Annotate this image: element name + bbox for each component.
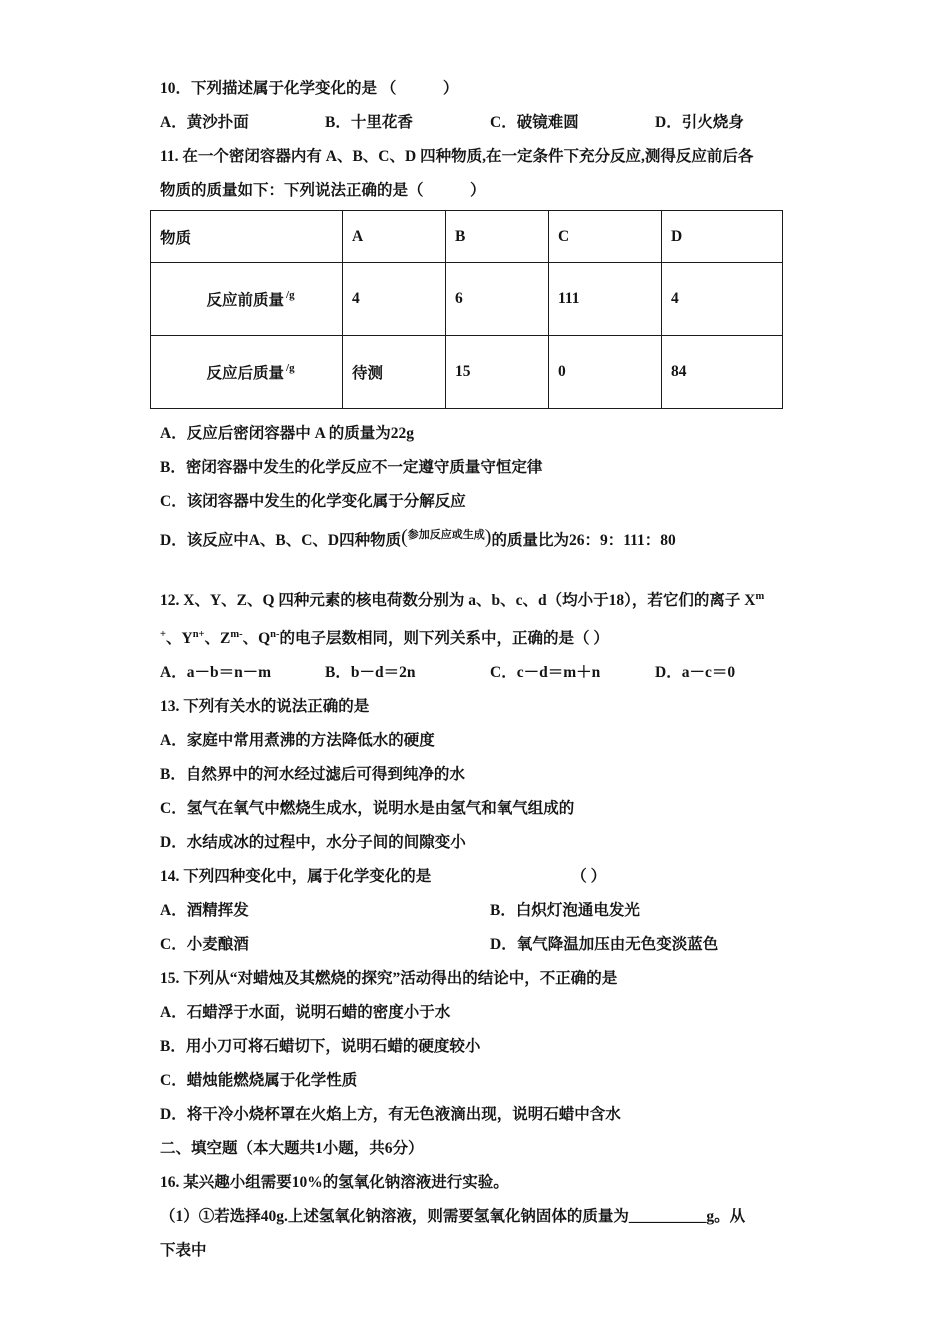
q12-option-a: A．a－b＝n－m <box>160 664 272 682</box>
row2-unit-superscript: /g <box>286 361 295 374</box>
table-header-d: D <box>662 211 783 263</box>
row2-label-cell <box>151 336 343 409</box>
table-header-row <box>151 211 783 263</box>
q14-stem-text: 14. 下列四种变化中，属于化学变化的是 <box>160 868 432 886</box>
row1-value-b: 6 <box>446 263 549 336</box>
q12-options <box>160 656 800 690</box>
q12-option-d: D．a－c＝0 <box>655 664 736 682</box>
q16-line1: （1）①若选择40g.上述氢氧化钠溶液，则需要氢氧化钠固体的质量为__________g。从 <box>160 1208 746 1226</box>
q10-option-a: A．黄沙扑面 <box>160 114 249 131</box>
q13-option-b: B．自然界中的河水经过滤后可得到纯净的水 <box>160 766 465 784</box>
q12-stem-line2-text: 的电子层数相同，则下列关系中，正确的是（ ） <box>279 630 609 648</box>
row2-value-c: 0 <box>549 336 662 409</box>
row2-label: 反应后质量 <box>206 365 285 382</box>
q12-stem-line2-text: 、Z <box>204 630 231 648</box>
q11-option-b: B．密闭容器中发生的化学反应不一定遵守质量守恒定律 <box>160 459 543 476</box>
row1-value-a: 4 <box>343 263 446 336</box>
q11-option-d-paren-close: ) <box>484 526 492 548</box>
q12-stem-line1-text: 12. X、Y、Z、Q 四种元素的核电荷数分别为 a、b、c、d（均小于18），若它们的离子 X <box>160 592 756 610</box>
q11-option-d-paren-text: 参加反应或生成 <box>407 529 485 541</box>
q14-option-a: A．酒精挥发 <box>160 902 249 920</box>
q11-stem-line1: 11. 在一个密闭容器内有 A、B、C、D 四种物质,在一定条件下充分反应,测得反应前后各 <box>160 148 754 165</box>
q14-options-row2 <box>160 928 800 962</box>
q15-option-c: C．蜡烛能燃烧属于化学性质 <box>160 1072 358 1090</box>
q12-superscript: n- <box>270 629 280 641</box>
q12-stem-line1 <box>160 580 800 618</box>
q10-option-d: D．引火烧身 <box>655 114 744 131</box>
q13-option-c: C．氢气在氧气中燃烧生成水，说明水是由氢气和氧气组成的 <box>160 800 575 818</box>
q12-stem-line2-text: 、Q <box>242 630 271 648</box>
row2-value-a: 待测 <box>343 336 446 409</box>
row1-unit-superscript: /g <box>286 288 295 301</box>
q12-superscript: m <box>755 591 765 602</box>
table-row-after-reaction <box>151 336 783 409</box>
q15-option-d: D．将干冷小烧杯罩在火焰上方，有无色液滴出现，说明石蜡中含水 <box>160 1106 621 1124</box>
q14-answer-paren: （ ） <box>571 868 607 886</box>
table-header-a: A <box>343 211 446 263</box>
q11-option-d <box>160 519 800 562</box>
q11-option-d-paren-open: ( <box>401 526 408 548</box>
table-header-substance: 物质 <box>151 211 343 263</box>
q11-option-a: A．反应后密闭容器中 A 的质量为22g <box>160 425 415 442</box>
row1-label: 反应前质量 <box>206 292 285 309</box>
q14-option-c: C．小麦酿酒 <box>160 936 249 954</box>
q11-option-d-text-before: D．该反应中A、B、C、D四种物质 <box>160 532 402 549</box>
row2-value-d: 84 <box>662 336 783 409</box>
q12-option-b: B．b－d＝2n <box>325 664 416 682</box>
q10-options <box>160 106 800 140</box>
q11-option-c: C．该闭容器中发生的化学变化属于分解反应 <box>160 493 466 510</box>
q10-option-b: B．十里花香 <box>325 114 413 131</box>
q16-stem: 16. 某兴趣小组需要10%的氢氧化钠溶液进行实验。 <box>160 1174 509 1192</box>
q12-superscript: + <box>160 629 166 641</box>
row1-value-d: 4 <box>662 263 783 336</box>
table-row-before-reaction <box>151 263 783 336</box>
row1-value-c: 111 <box>549 263 662 336</box>
q16-line2: 下表中 <box>160 1242 207 1260</box>
section2-title: 二、填空题（本大题共1小题，共6分） <box>160 1140 424 1158</box>
q12-superscript: m- <box>230 629 243 641</box>
row1-label-cell <box>151 263 343 336</box>
q15-option-a: A．石蜡浮于水面，说明石蜡的密度小于水 <box>160 1004 451 1022</box>
row2-value-b: 15 <box>446 336 549 409</box>
q13-option-a: A．家庭中常用煮沸的方法降低水的硬度 <box>160 732 435 750</box>
q10-stem: 10．下列描述属于化学变化的是 （ ） <box>160 80 459 97</box>
q10-option-c: C．破镜难圆 <box>490 114 579 131</box>
q12-stem-line2-text: 、Y <box>165 630 193 648</box>
q15-stem: 15. 下列从“对蜡烛及其燃烧的探究”活动得出的结论中，不正确的是 <box>160 970 618 988</box>
q14-options-row1 <box>160 894 800 928</box>
q12-option-c: C．c－d＝m＋n <box>490 664 601 682</box>
q12-superscript: n+ <box>192 629 205 641</box>
q14-option-b: B．白炽灯泡通电发光 <box>490 902 640 920</box>
q11-option-d-text-after: 的质量比为26：9：111：80 <box>491 532 676 549</box>
q11-mass-table <box>150 210 783 409</box>
q15-option-b: B．用小刀可将石蜡切下，说明石蜡的硬度较小 <box>160 1038 481 1056</box>
q13-stem: 13. 下列有关水的说法正确的是 <box>160 698 370 716</box>
table-header-b: B <box>446 211 549 263</box>
table-header-c: C <box>549 211 662 263</box>
q14-stem <box>160 860 800 894</box>
q11-stem-line2: 物质的质量如下：下列说法正确的是（ ） <box>160 182 486 199</box>
q14-option-d: D．氧气降温加压由无色变淡蓝色 <box>490 936 719 954</box>
q12-stem-line2 <box>160 618 800 656</box>
q13-option-d: D．水结成冰的过程中，水分子间的间隙变小 <box>160 834 466 852</box>
